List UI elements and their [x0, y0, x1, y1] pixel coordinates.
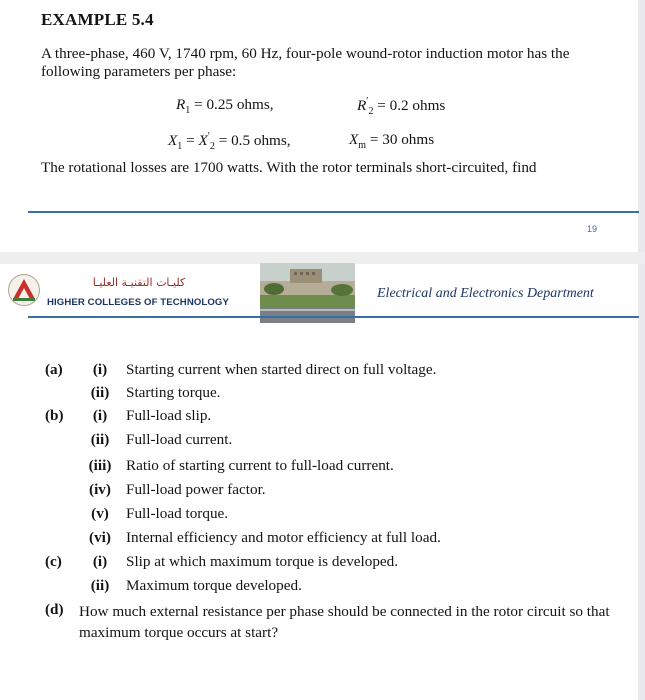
param-r1: $R_1 = 0.25$ ohms,: [176, 96, 274, 117]
problem-intro: A three-phase, 460 V, 1740 rpm, 60 Hz, four-pole wound-rotor induction motor has the following parameters per phase:: [41, 45, 570, 80]
part-a-label: (a): [45, 361, 63, 378]
part-b-iii-label: (iii): [88, 457, 112, 474]
part-a-i-label: (i): [92, 361, 108, 378]
college-name: HIGHER COLLEGES OF TECHNOLOGY: [47, 297, 229, 308]
param-x1-x2: $X_1 = X'_2 = 0.5$ ohms,: [168, 131, 291, 153]
campus-photo-image: [260, 263, 355, 323]
college-logo-icon: [7, 273, 41, 307]
part-c-ii-text: Maximum torque developed.: [126, 577, 302, 594]
part-c-ii-label: (ii): [90, 577, 110, 594]
part-b-i-label: (i): [92, 407, 108, 424]
part-c-i-label: (i): [92, 553, 108, 570]
part-b-iv-text: Full-load power factor.: [126, 481, 266, 498]
part-b-i-text: Full-load slip.: [126, 407, 212, 424]
part-b-v-text: Full-load torque.: [126, 505, 229, 522]
upper-slide-area: [0, 0, 645, 252]
department-name: Electrical and Electronics Department: [377, 286, 594, 301]
college-name-arabic: كليـات التقنيـة العليـا: [92, 276, 186, 289]
part-c-label: (c): [45, 553, 62, 570]
part-b-vi-text: Internal efficiency and motor efficiency at full load.: [126, 529, 441, 546]
part-b-v-label: (v): [91, 505, 109, 522]
part-b-ii-label: (ii): [90, 431, 110, 448]
part-b-vi-label: (vi): [89, 529, 111, 546]
part-b-label: (b): [45, 407, 64, 424]
right-edge-strip: [638, 0, 645, 700]
part-b-ii-text: Full-load current.: [126, 431, 233, 448]
example-title: EXAMPLE 5.4: [41, 10, 154, 29]
banner-divider: [28, 316, 639, 318]
part-d-text: How much external resistance per phase should be connected in the rotor circuit so that maximum torque occurs at start?: [79, 603, 610, 641]
part-b-iv-label: (iv): [89, 481, 111, 498]
part-a-ii-label: (ii): [90, 384, 110, 401]
part-a-i-text: Starting current when started direct on full voltage.: [126, 361, 437, 378]
rotational-losses-text: The rotational losses are 1700 watts. With the rotor terminals short-circuited, find: [41, 159, 537, 176]
part-a-ii-text: Starting torque.: [126, 384, 221, 401]
param-xm: $X_m = 30$ ohms: [349, 131, 435, 152]
part-b-iii-text: Ratio of starting current to full-load current.: [126, 457, 394, 474]
slide-divider-top: [28, 211, 639, 213]
param-r2-prime: $R'_2 = 0.2$ ohms: [357, 96, 446, 118]
part-d-label: (d): [45, 601, 64, 618]
part-c-i-text: Slip at which maximum torque is developed.: [126, 553, 399, 570]
page-number: 19: [587, 224, 598, 234]
